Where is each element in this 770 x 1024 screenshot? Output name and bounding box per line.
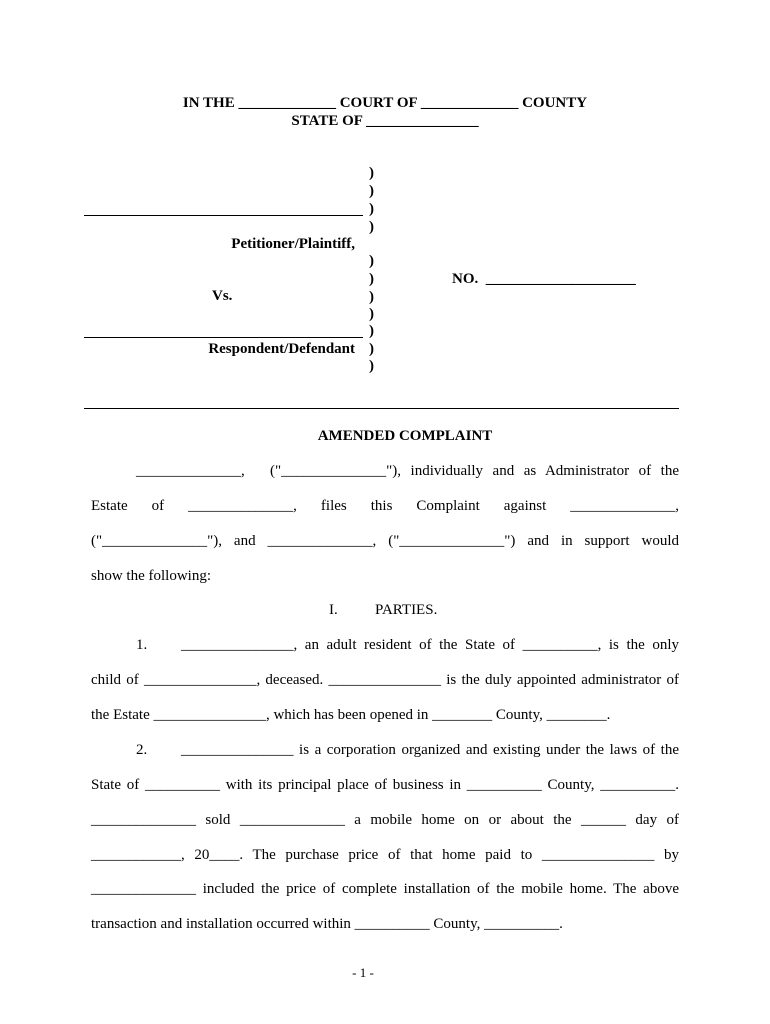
intro-line: show the following: <box>91 568 211 584</box>
court-heading: IN THE _____________ COURT OF _____________ COUNTY <box>182 95 588 111</box>
paragraph-number: 1. <box>136 637 148 653</box>
caption-paren: ) <box>369 183 374 199</box>
intro-line: ("______________"), and ______________, ("______________") and in support would <box>91 533 679 549</box>
petitioner-name-line <box>84 215 363 216</box>
caption-paren: ) <box>369 253 374 269</box>
page-number: - 1 - <box>352 965 374 980</box>
section-heading: PARTIES. <box>375 602 438 618</box>
caption-divider <box>84 408 679 409</box>
document-title: AMENDED COMPLAINT <box>317 428 493 444</box>
paragraph-line: the Estate _______________, which has been opened in ________ County, ________. <box>91 707 611 723</box>
paragraph-line: ______________ sold ______________ a mobile home on or about the ______ day of <box>91 812 679 828</box>
paragraph-line: transaction and installation occurred within __________ County, __________. <box>91 916 563 932</box>
caption-paren: ) <box>369 165 374 181</box>
state-heading: STATE OF _______________ <box>291 113 479 129</box>
versus-label: Vs. <box>212 288 233 304</box>
intro-line: Estate of ______________, files this Complaint against ______________, <box>91 498 679 514</box>
paragraph-line: _______________, an adult resident of the State of __________, is the only <box>181 637 679 653</box>
paragraph-line: child of _______________, deceased. _______________ is the duly appointed administrator of <box>91 672 679 688</box>
intro-plaintiff-blank: ______________, <box>136 463 245 479</box>
intro-line: ("______________"), individually and as Administrator of the <box>270 463 679 479</box>
caption-paren: ) <box>369 201 374 217</box>
paragraph-line: _______________ is a corporation organized and existing under the laws of the <box>181 742 679 758</box>
caption-paren: ) <box>369 358 374 374</box>
caption-paren: ) <box>369 289 374 305</box>
respondent-name-line <box>84 337 363 338</box>
section-numeral: I. <box>329 602 338 618</box>
caption-paren: ) <box>369 323 374 339</box>
caption-paren: ) <box>369 271 374 287</box>
petitioner-label: Petitioner/Plaintiff, <box>231 236 355 252</box>
paragraph-line: ______________ included the price of complete installation of the mobile home. The above <box>91 881 679 897</box>
case-number: NO. ____________________ <box>452 271 636 287</box>
respondent-label: Respondent/Defendant <box>208 341 355 357</box>
paragraph-line: ____________, 20____. The purchase price of that home paid to _______________ by <box>91 847 679 863</box>
paragraph-number: 2. <box>136 742 148 758</box>
caption-paren: ) <box>369 341 374 357</box>
caption-paren: ) <box>369 306 374 322</box>
paragraph-line: State of __________ with its principal place of business in __________ County, __________. <box>91 777 679 793</box>
caption-paren: ) <box>369 219 374 235</box>
